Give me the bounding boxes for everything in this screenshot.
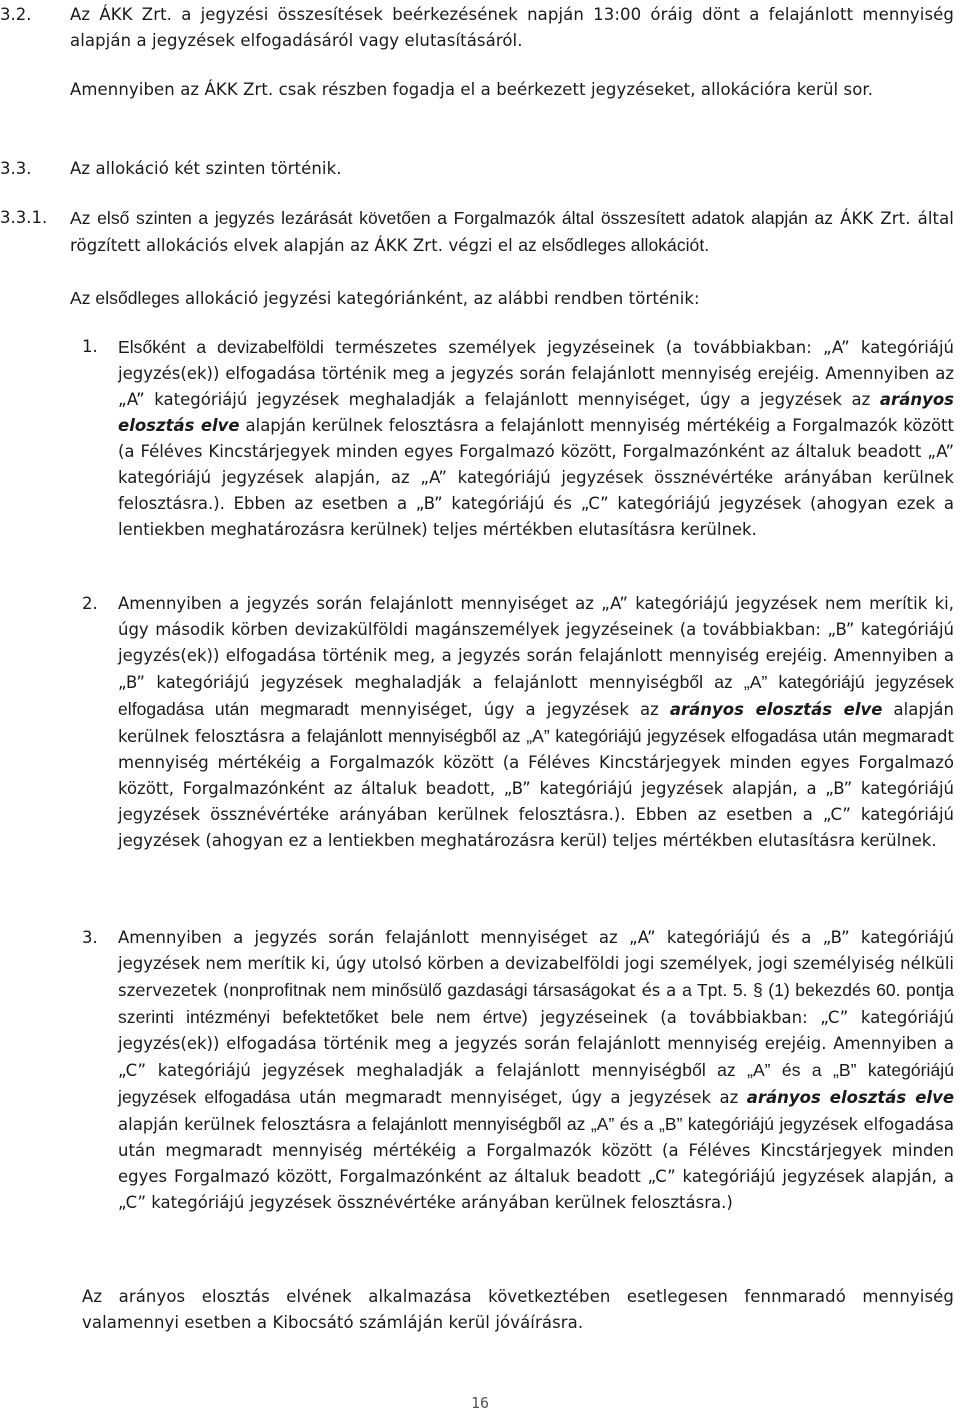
text-span: a Tpt. 5. § (1) bekezdés 60. pontja szerinti intézményi befektetőket bele nem értve) (118, 980, 955, 1027)
list-text (118, 591, 954, 854)
paragraph: Amennyiben az ÁKK Zrt. csak részben fogadja el a beérkezett jegyzéseket, allokációra kerül sor. (70, 80, 874, 99)
paragraph (70, 205, 954, 259)
list-number: 2. (82, 594, 98, 613)
paragraph: Az arányos elosztás elvének alkalmazása következtében esetlegesen fennmaradó mennyiség valamennyi esetben a Kibocsátó számláján kerül jóváírásra. (82, 1287, 954, 1332)
text-span: az elsődleges allokációt. (518, 235, 710, 255)
page-number: 16 (470, 1394, 490, 1412)
text-span: Amennyiben a jegyzés során felajánlott mennyiséget az „A” kategóriájú jegyzések nem merítik ki, úgy második körben devizakülföldi magánszemélyek jegyzéseinek (a továbbiakban: „B” kategóriájú jegyzés(ek)) elfogadása történik meg, a jegyzés során felajánlott mennyiség erejéig. Amennyiben a „B” kategóriájú jegyzések meghaladják a felajánlott mennyiség (118, 594, 954, 692)
text-span: alapján kerülnek felosztásra a (118, 700, 954, 746)
section-text (70, 2, 954, 54)
text-span: Amennyiben a jegyzés során felajánlott mennyiséget az „A” kategóriájú és a „B” kategóriájú jegyzések nem merítik ki, úgy utolsó körben a devizabelföldi jogi személyek, jogi személyiség nélküli szervezetek ( (118, 928, 954, 1000)
text-span: felajánlott mennyiségből az „A” kategóriájú jegyzések elfogadása után megmar (306, 726, 927, 746)
closing-text (82, 1284, 954, 1336)
intro-text (70, 285, 954, 312)
text-span: nonprofitnak nem minősülő gazdasági társaságok (229, 980, 620, 1000)
text-span: alapján kerülnek felosztásra (118, 1115, 357, 1134)
text-span: Az első szinten a jegyzés lezárását követően a Forgalmazók által összesített adatok alapján az (70, 208, 834, 228)
text-span: at és a (619, 981, 683, 1000)
text-span: allokáció jegyzési kategóriánként, az alábbi rendben történik: (179, 289, 700, 308)
section-text (70, 156, 954, 182)
paragraph: Az ÁKK Zrt. a jegyzési összesítések beérkezésének napján 13:00 óráig dönt a felajánlott mennyiség alapján a jegyzések elfogadásáról vagy elutasításáról. (70, 5, 954, 50)
list-text (118, 334, 954, 543)
section-number: 3.2. (0, 5, 32, 24)
list-number: 1. (82, 337, 98, 356)
text-span: alapján kerülnek felosztásra a felajánlott mennyiség mértékéig a Forgalmazók között (a Féléves Kincstárjegyek minden egyes Forgalmazó között, Forgalmazónként az általuk beadott „A” kategóriájú jegyzések alapján, az „A” kategóriájú jegyzések össznévértéke arányában kerülnek felosztásra.). Ebben az esetben a „B” kategóriájú és „C” kategóriájú jegyzések (ahogyan ezek a lentiekben meghatározásra kerülnek) teljes mértékben elutasításra kerülnek. (118, 416, 954, 539)
text-span: után megmaradt mennyiséget, úgy a jegyzések az (290, 1088, 747, 1107)
section-number: 3.3.1. (0, 208, 48, 227)
paragraph (70, 285, 954, 312)
text-span: természetes személyek jegyzéseinek (a továbbiakban: „A” kategóriájú jegyzés(ek)) elfogadása történik meg a jegyzés során felajánlott mennyiség erejéig. Amennyiben az „A” kategóriájú jegyzések meghaladják a felajánlott mennyiséget, úgy a jegyzések az (118, 338, 954, 409)
paragraph: Az allokáció két szinten történik. (70, 159, 342, 178)
text-span: a felajánlott mennyiségből az „A” és a „B” kategóriájú jegyzések (356, 1114, 858, 1134)
text-span: elfogadása után megmaradt mennyiség mértékéig a Forgalmazók között (a Féléves Kincstárjegyek minden egyes Forgalmazó között, Forgalmazónként az általuk beadott „C” kategóriájú jegyzések alapján, a „C” kategóriájú jegyzések össznévértéke arányában kerülnek felosztásra.) (118, 1115, 955, 1212)
emphasis-text: arányos elosztás elve (669, 700, 883, 719)
text-span: ből az „A” és a „B” kategóriájú jegyzések elfogadása (118, 1060, 954, 1107)
emphasis-text: arányos elosztás elve (746, 1088, 955, 1107)
text-span: ÁKK Zrt. által rögzített allokációs elvek alapján az ÁKK Zrt. végzi el (70, 209, 954, 255)
emphasis-text: arányos elosztás elve (118, 390, 954, 435)
list-number: 3. (82, 928, 98, 947)
section-number: 3.3. (0, 159, 32, 178)
section-text (70, 77, 954, 103)
text-span: Az elsődleges (70, 288, 180, 308)
text-span: Elsőként a devizabelföldi (118, 337, 324, 357)
text-span: jegyzéseinek (a továbbiakban: „C” kategóriájú jegyzés(ek)) elfogadása történik meg a jegyzés során felajánlott mennyiség erejéig. Amennyiben a „C” kategóriájú jegyzések meghaladják a felajánlott mennyiség (118, 1008, 954, 1080)
text-span: mennyiséget, úgy a jegyzések az (348, 700, 670, 719)
list-text (118, 925, 954, 1216)
section-text (70, 205, 954, 259)
text-span: adt mennyiség mértékéig a Forgalmazók között (a Féléves Kincstárjegyek minden egyes Forgalmazó között, Forgalmazónként az általuk beadott, „B” kategóriájú jegyzések alapján, a „B” kategóriájú jegyzések össznévértéke arányában kerülnek felosztásra.). Ebben az esetben a „C” kategóriájú jegyzések (ahogyan ez a lentiekben meghatározásra kerül) teljes mértékben elutasításra kerülnek. (118, 727, 954, 850)
text-span: ből az „A” kategóriájú jegyzések elfogadása után megmaradt (118, 672, 954, 719)
